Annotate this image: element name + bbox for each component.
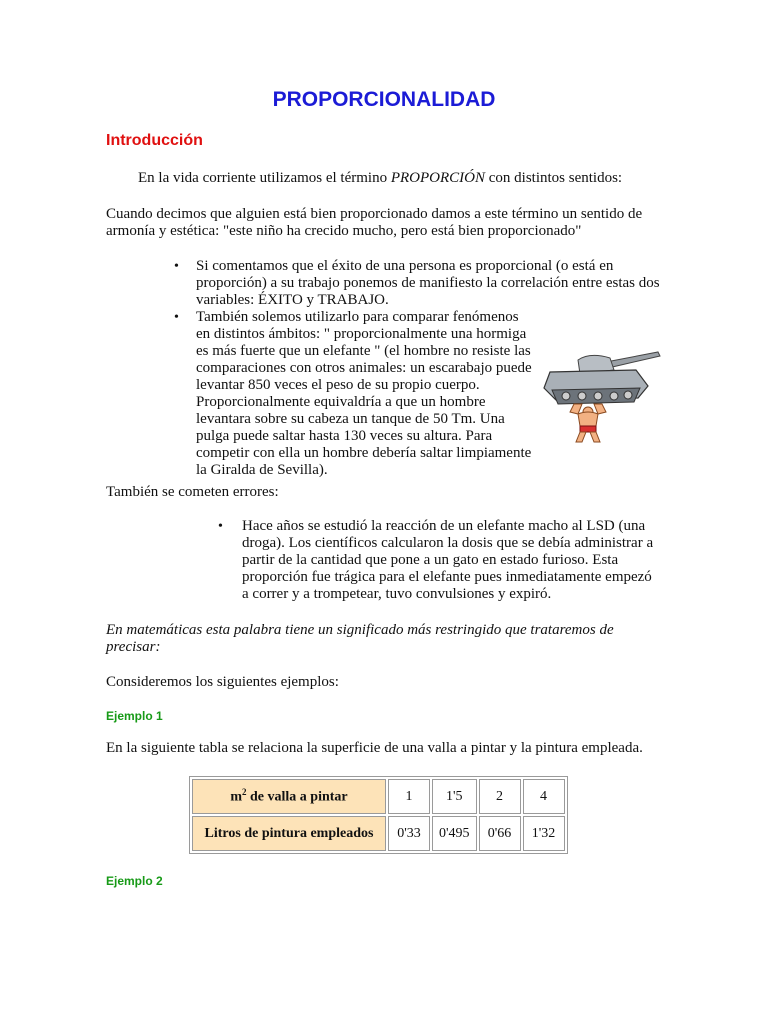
intro-paragraph (138, 170, 622, 187)
table-cell: 1 (388, 779, 430, 814)
intro-text-before: En la vida corriente utilizamos el término (138, 170, 391, 186)
table-cell: 2 (479, 779, 521, 814)
table-row (192, 779, 565, 814)
table-cell: 1'32 (523, 816, 565, 851)
examples-intro: Consideremos los siguientes ejemplos: (106, 674, 339, 690)
area-unit-base: m (230, 789, 243, 805)
page-title: PROPORCIONALIDAD (272, 88, 496, 111)
table-cell: 0'495 (432, 816, 477, 851)
example-1-heading: Ejemplo 1 (106, 709, 163, 723)
table-row (192, 816, 565, 851)
area-row-header (192, 779, 386, 814)
area-label-rest: de valla a pintar (246, 789, 348, 805)
harmony-paragraph: Cuando decimos que alguien está bien proporcionado damos a este término un sentido de armonía y estética: "este niño ha crecido mucho, pero está bien proporcionado" (106, 206, 643, 239)
errors-paragraph: También se cometen errores: (106, 484, 279, 500)
table-cell: 0'33 (388, 816, 430, 851)
list-item: • Hace años se estudió la reacción de un elefante macho al LSD (una droga). Los científicos calcularon la dosis que se debía administrar a partir de la cantidad que pone a un gato en estado furioso. Esta proporción fue trágica para el elefante pues inmediatamente empezó a correr y a trompetear, tuvo convulsiones y expiró. (218, 518, 662, 603)
intro-heading: Introducción (106, 132, 203, 149)
example-2-heading: Ejemplo 2 (106, 874, 163, 888)
list-item: • Si comentamos que el éxito de una persona es proporcional (o está en proporción) a su trabajo ponemos de manifiesto la correlación entre estas dos variables: ÉXITO y TRABAJO. (174, 258, 672, 309)
strongman-lifting-tank-icon (540, 346, 664, 444)
paint-row-header: Litros de pintura empleados (192, 816, 386, 851)
table-cell: 0'66 (479, 816, 521, 851)
intro-text-after: con distintos sentidos: (485, 170, 623, 186)
list-item: • También solemos utilizarlo para comparar fenómenos en distintos ámbitos: " proporcionalmente una hormiga es más fuerte que un elefante " (el hombre no resiste las comparaciones con otros animales: un escarabajo puede levantar 850 veces el peso de su propio cuerpo. Proporcionalmente equivaldría a que un hombre levantara sobre su cabeza un tanque de 50 Tm. Una pulga puede saltar hasta 130 veces su altura. Para competir con ella un hombre debería saltar limpiamente la Giralda de Sevilla). (174, 309, 536, 479)
table-cell: 4 (523, 779, 565, 814)
table-description: En la siguiente tabla se relaciona la superficie de una valla a pintar y la pintura empleada. (106, 740, 643, 756)
table-cell: 1'5 (432, 779, 477, 814)
intro-emphasis: PROPORCIÓN (390, 170, 485, 186)
math-meaning-paragraph: En matemáticas esta palabra tiene un significado más restringido que trataremos de precisar: (106, 622, 614, 655)
paint-table (189, 776, 568, 854)
area-unit-exponent: 2 (242, 787, 247, 798)
errors-bullet-list (218, 518, 662, 603)
